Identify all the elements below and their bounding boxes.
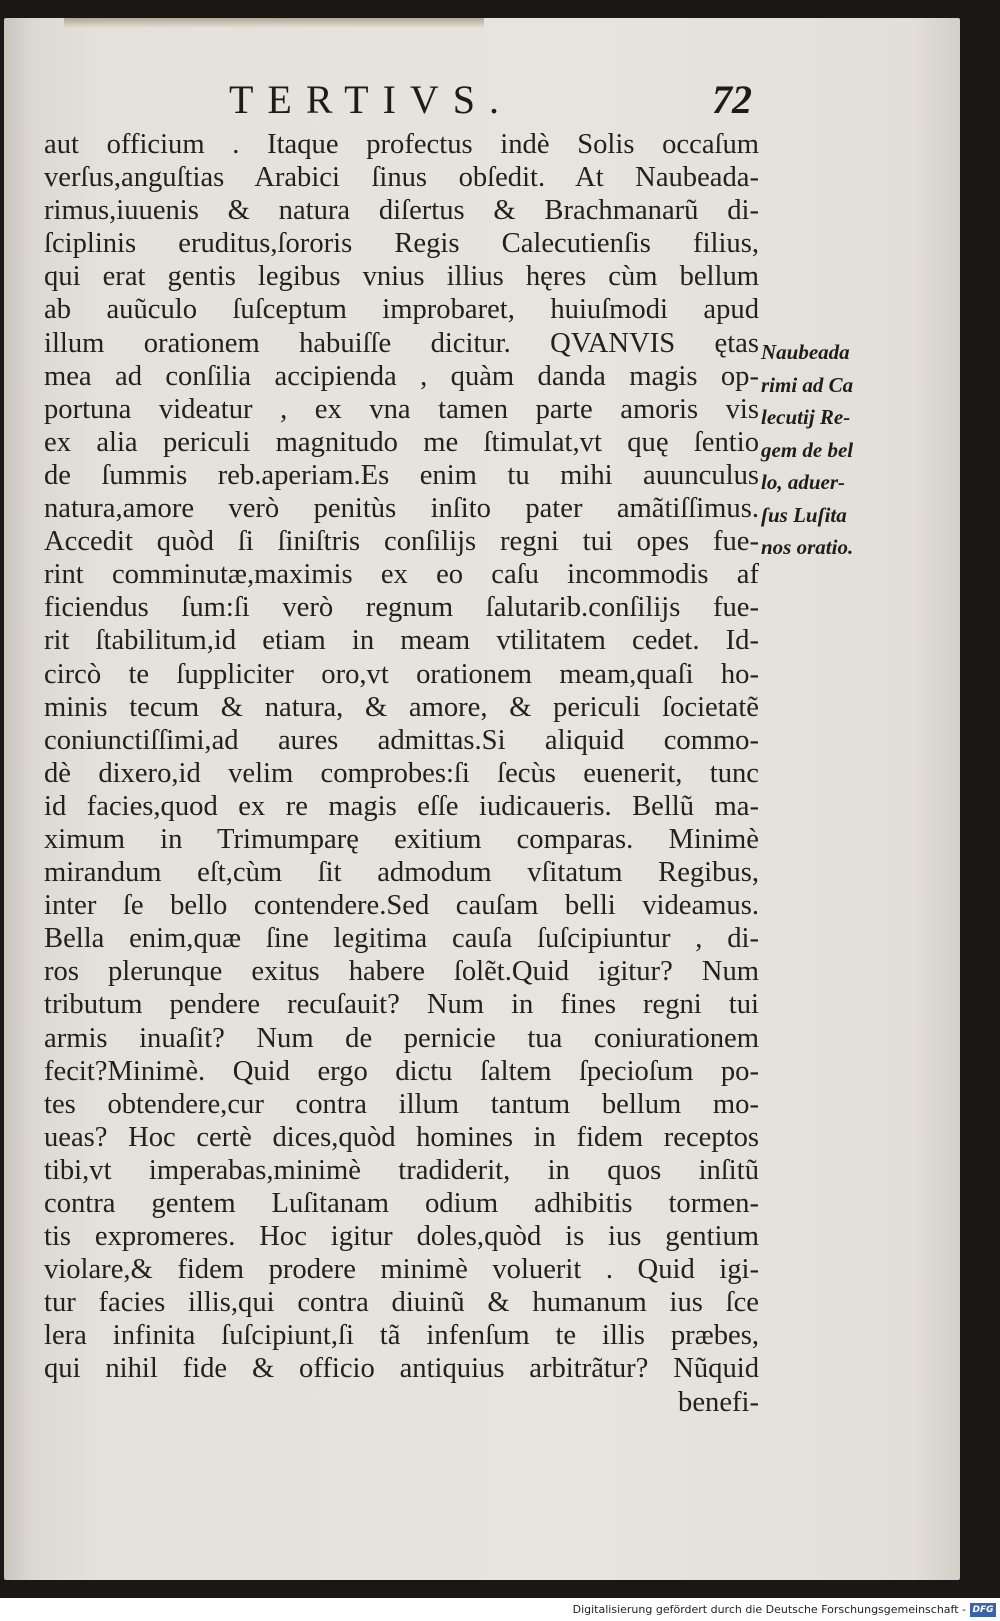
text-line: coniunctiſſimi,ad aures admittas.Si aliquid commo- bbox=[44, 724, 759, 756]
text-line: verſus,anguſtias Arabici ſinus obſedit. At Naubeada- bbox=[44, 162, 759, 194]
text-line: de ſummis reb.aperiam.Es enim tu mihi auunculus bbox=[44, 459, 759, 491]
text-line: qui nihil fide & officio antiquius arbitrãtur? Nũquid bbox=[44, 1353, 759, 1385]
text-line: ab auũculo ſuſceptum improbaret, huiuſmodi apud bbox=[44, 294, 759, 326]
catchword: benefi- bbox=[678, 1386, 759, 1418]
text-line: tur facies illis,qui contra diuinũ & humanum ius ſce bbox=[44, 1287, 759, 1319]
running-head: TERTIVS. bbox=[229, 77, 514, 122]
text-line: tributum pendere recuſauit? Num in fines regni tui bbox=[44, 989, 759, 1021]
text-line: ficiendus ſum:ſi verò regnum ſalutarib.conſilijs fue- bbox=[44, 592, 759, 624]
text-line: ximum in Trimumparę exitium comparas. Minimè bbox=[44, 823, 759, 855]
funding-credit: Digitalisierung gefördert durch die Deutsche Forschungsgemeinschaft - bbox=[572, 1603, 966, 1616]
text-line: minis tecum & natura, & amore, & periculi ſocietatẽ bbox=[44, 691, 759, 723]
text-line: Bella enim,quæ ſine legitima cauſa ſuſcipiuntur , di- bbox=[44, 923, 759, 955]
text-line: tes obtendere,cur contra illum tantum bellum mo- bbox=[44, 1088, 759, 1120]
note-line: lecutij Re- bbox=[761, 405, 851, 429]
text-line: inter ſe bello contendere.Sed cauſam belli videamus. bbox=[44, 890, 759, 922]
footer-bar bbox=[0, 1600, 1000, 1621]
text-line: circò te ſuppliciter oro,vt orationem meam,quaſi ho- bbox=[44, 658, 759, 690]
text-line: violare,& fidem prodere minimè voluerit . Quid igi- bbox=[44, 1254, 759, 1286]
text-line: dè dixero,id velim comprobes:ſi ſecùs euenerit, tunc bbox=[44, 757, 759, 789]
text-line: fecit?Minimè. Quid ergo dictu ſaltem ſpecioſum po- bbox=[44, 1055, 759, 1087]
text-line: natura,amore verò penitùs inſito pater amãtiſſimus. bbox=[44, 493, 759, 525]
note-line: Naubeada bbox=[761, 340, 850, 364]
body-text bbox=[44, 128, 759, 1419]
note-line: lo, aduer- bbox=[761, 470, 845, 494]
text-line: lera infinita ſuſcipiunt,ſi tã infenſum te illis præbes, bbox=[44, 1320, 759, 1352]
note-line: nos oratio. bbox=[761, 535, 854, 559]
dfg-logo: DFG bbox=[970, 1603, 996, 1617]
text-line: mea ad conſilia accipienda , quàm danda magis op- bbox=[44, 360, 759, 392]
text-line: qui erat gentis legibus vnius illius hęres cùm bellum bbox=[44, 261, 759, 293]
page-number: 72 bbox=[712, 77, 752, 122]
text-line: contra gentem Luſitanam odium adhibitis tormen- bbox=[44, 1188, 759, 1219]
text-line: ros plerunque exitus habere ſolẽt.Quid igitur? Num bbox=[44, 956, 759, 988]
text-line: ſciplinis eruditus,ſororis Regis Calecutienſis filius, bbox=[44, 228, 759, 260]
text-line: rit ſtabilitum,id etiam in meam vtilitatem cedet. Id- bbox=[44, 625, 759, 657]
text-line: portuna videatur , ex vna tamen parte amoris vis bbox=[44, 393, 759, 425]
text-line: Accedit quòd ſi ſiniſtris conſilijs regni tui opes fue- bbox=[44, 526, 759, 558]
text-line: id facies,quod ex re magis eſſe iudicaueris. Bellũ ma- bbox=[44, 790, 759, 822]
text-line: armis inuaſit? Num de pernicie tua coniurationem bbox=[44, 1022, 759, 1054]
text-line: tibi,vt imperabas,minimè tradiderit, in quos inſitũ bbox=[44, 1154, 759, 1186]
marginal-note bbox=[761, 336, 881, 564]
text-line: aut officium . Itaque profectus indè Solis occaſum bbox=[44, 129, 759, 160]
text-line: rimus,iuuenis & natura diſertus & Brachmanarũ di- bbox=[44, 195, 759, 227]
note-line: gem de bel bbox=[761, 437, 854, 462]
text-line: ueas? Hoc certè dices,quòd homines in fidem receptos bbox=[44, 1121, 759, 1153]
book-page bbox=[4, 18, 960, 1580]
text-line: tis expromeres. Hoc igitur doles,quòd is ius gentium bbox=[44, 1221, 759, 1253]
text-line: ex alia periculi magnitudo me ſtimulat,vt quę ſentio bbox=[44, 426, 759, 458]
note-line: rimi ad Ca bbox=[761, 372, 854, 397]
note-line: ſus Luſita bbox=[761, 502, 847, 527]
page-stain bbox=[64, 18, 484, 28]
text-line: rint comminutæ,maximis ex eo caſu incommodis af bbox=[44, 559, 759, 591]
text-line: mirandum eſt,cùm ſit admodum vſitatum Regibus, bbox=[44, 857, 759, 889]
text-line: illum orationem habuiſſe dicitur. QVANVIS ętas bbox=[44, 327, 759, 359]
